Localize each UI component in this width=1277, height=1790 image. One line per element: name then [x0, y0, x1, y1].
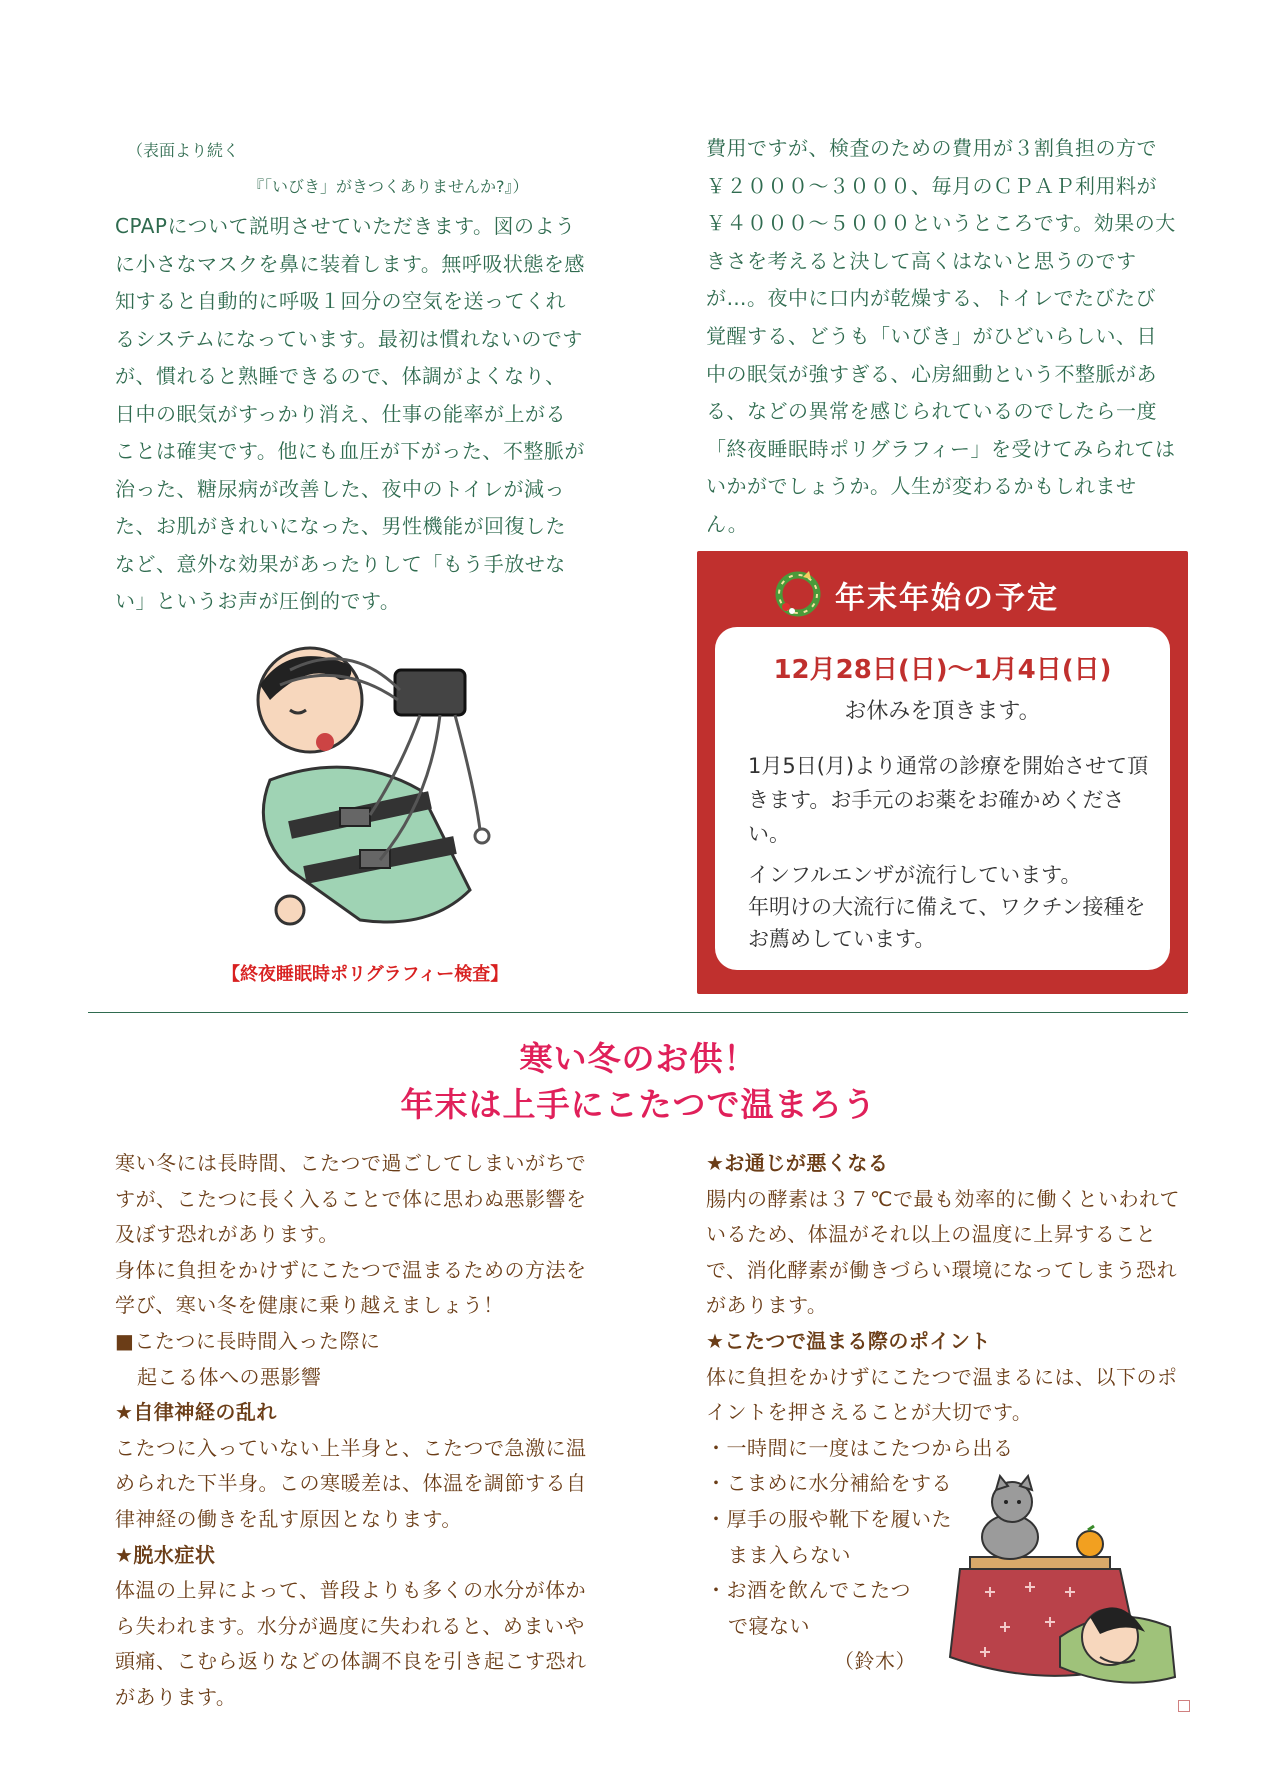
intro-paragraph-2: 身体に負担をかけずにこたつで温まるための方法を学び、寒い冬を健康に乗り越えましょう！ [115, 1257, 587, 1318]
tip-3-line-1: ・厚手の服や靴下を履いた [706, 1506, 952, 1531]
tip-4-line-1: ・お酒を飲んでこたつ [706, 1578, 911, 1603]
resume-message [748, 749, 1158, 851]
notice-title: 年末年始の予定 [835, 581, 1059, 616]
tip-2: ・こまめに水分補給をする [706, 1471, 952, 1496]
cpap-paragraph-block [115, 208, 585, 621]
illustration-caption: 【終夜睡眠時ポリグラフィー検査】 [222, 964, 509, 985]
effect-1-body: こたつに入っていない上半身と、こたつで急激に温められた下半身。この寒暖差は、体温を調節する自律神経の働きを乱す原因となります。 [115, 1435, 587, 1531]
flu-line-2: 年明けの大流行に備えて、ワクチン接種をお薦めしています。 [748, 895, 1146, 951]
tip-3-line-2: まま入らない [728, 1542, 851, 1567]
effect-3-title: ★お通じが悪くなる [706, 1151, 889, 1175]
tip-4-line-2: で寝ない [728, 1613, 810, 1638]
section-title-line-1: ■こたつに長時間入った際に [115, 1328, 381, 1353]
holiday-notice-box [697, 551, 1188, 994]
cost-paragraph-block [706, 130, 1176, 581]
kotatsu-left-column [115, 1146, 595, 1716]
headline-line-1: 寒い冬のお供！ [519, 1039, 758, 1078]
intro-paragraph-1: 寒い冬には長時間、こたつで過ごしてしまいがちですが、こたつに長く入ることで体に思わぬ悪影響を及ぼす恐れがあります。 [115, 1151, 587, 1247]
points-title: ★こたつで温まる際のポイント [706, 1328, 991, 1353]
sleep-test-person-illustration [230, 640, 520, 940]
closed-message: お休みを頂きます。 [844, 699, 1041, 724]
kotatsu-headline [0, 1036, 1277, 1128]
cost-paragraph: 費用ですが、検査のための費用が３割負担の方で￥２０００～３０００、毎月のＣＰＡＰ利用料が￥４０００～５０００というところです。効果の大きさを考えると決して高くはないと思うのですが…。夜中に口内が乾燥する、トイレでたびたび覚醒する、どうも「いびき」がひどいらしい、日中の眠気が強すぎる、心房細動という不整脈がある、などの異常を感じられているのでしたら一度「終夜睡眠時ポリグラフィー」を受けてみられてはいかがでしょうか。人生が変わるかもしれません。 [706, 136, 1176, 536]
section-title-line-2: 起こる体への悪影響 [137, 1364, 322, 1389]
author-signature: （鈴木） [834, 1649, 916, 1674]
effect-3-body: 腸内の酵素は３７℃で最も効率的に働くといわれているため、体温がそれ以上の温度に上昇することで、消化酵素が働きづらい環境になってしまう恐れがあります。 [706, 1186, 1180, 1318]
cat-kotatsu-illustration [940, 1462, 1185, 1702]
effect-1-title: ★自律神経の乱れ [115, 1400, 277, 1425]
flu-message [748, 859, 1158, 955]
headline-line-2: 年末は上手にこたつで温まろう [400, 1085, 877, 1124]
notice-card [715, 627, 1170, 970]
copyright-mark-icon [1178, 1700, 1190, 1712]
cpap-paragraph: CPAPについて説明させていただきます。図のように小さなマスクを鼻に装着します。無呼吸状態を感知すると自動的に呼吸１回分の空気を送ってくれるシステムになっています。最初は慣れないのですが、慣れると熟睡できるので、体調がよくなり、日中の眠気がすっかり消え、仕事の能率が上がることは確実です。他にも血圧が下がった、不整脈が治った、糖尿病が改善した、夜中のトイレが減った、お肌がきれいになった、男性機能が回復したなど、意外な効果があったりして「もう手放せない」というお声が圧倒的です。 [115, 214, 585, 613]
tip-1: ・一時間に一度はこたつから出る [706, 1435, 1014, 1460]
resume-text: 1月5日(月)より通常の診療を開始させて頂きます。お手元のお薬をお確かめください。 [748, 754, 1149, 846]
wreath-icon [773, 569, 823, 619]
effect-2-body: 体温の上昇によって、普段よりも多くの水分が体から失われます。水分が過度に失われると、めまいや頭痛、こむら返りなどの体調不良を引き起こす恐れがあります。 [115, 1578, 587, 1709]
points-intro: 体に負担をかけずにこたつで温まるには、以下のポイントを押さえることが大切です。 [706, 1364, 1178, 1425]
continued-title: 『「いびき」がきつくありませんか?』） [248, 177, 529, 196]
continued-note: （表面より続く [127, 141, 240, 160]
section-divider [88, 1012, 1188, 1013]
notice-title-row [697, 569, 1188, 619]
holiday-dates: 12月28日(日)～1月4日(日) [773, 655, 1112, 685]
effect-2-title: ★脱水症状 [115, 1542, 216, 1567]
flu-line-1: インフルエンザが流行しています。 [748, 863, 1082, 887]
